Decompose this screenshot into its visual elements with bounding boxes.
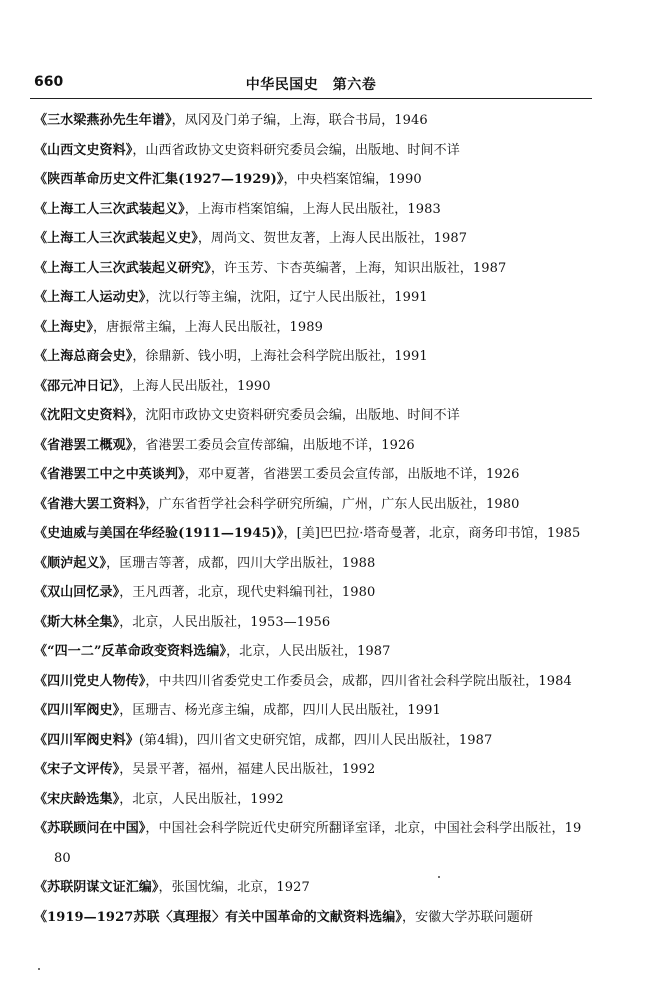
entry-title: 《史迪威与美国在华经验(1911—1945)》 [34, 526, 284, 541]
bibliography-entry [34, 283, 584, 313]
entry-title: 《1919—1927苏联〈真理报〉有关中国革命的文献资料选编》 [34, 909, 402, 925]
entry-title: 《山西文史资料》 [34, 142, 133, 158]
bibliography-entry [34, 106, 584, 136]
entry-details: ，许玉芳、卞杏英编著，上海，知识出版社，1987 [210, 260, 507, 276]
entry-details: ，[美]巴巴拉·塔奇曼著，北京，商务印书馆，1985 [283, 526, 581, 541]
bibliography-entry [34, 578, 584, 608]
bibliography-entry [34, 726, 584, 756]
entry-title: 《省港大罢工资料》 [34, 496, 146, 512]
running-title: 中华民国史 第六卷 [245, 77, 377, 93]
entry-details: ，张国忱编，北京，1927 [158, 880, 310, 895]
bibliography-entry [34, 431, 584, 461]
bibliography-entry [34, 195, 584, 225]
entry-details: ，王凡西著，北京，现代史料编刊社，1980 [119, 585, 376, 600]
entry-title: 《四川党史人物传》 [34, 673, 146, 689]
entry-title: 《四川军阀史》 [34, 703, 120, 718]
entry-details: ，上海人民出版社，1990 [119, 378, 271, 394]
page-number: 660 [34, 74, 64, 90]
entry-details: ，匡珊吉等著，成都，四川大学出版社，1988 [106, 555, 376, 571]
bibliography-entry [34, 313, 584, 343]
entry-title: 《上海工人三次武装起义史》 [34, 231, 198, 246]
entry-title: 《宋庆龄选集》 [34, 791, 120, 807]
entry-details: ，北京，人民出版社，1992 [119, 791, 284, 807]
entry-details: ，匡珊吉、杨光彦主编，成都，四川人民出版社，1991 [119, 703, 441, 718]
entry-details: ，北京，人民出版社，1953—1956 [119, 614, 331, 630]
bibliography-entry [34, 903, 584, 933]
entry-title: 《三水梁燕孙先生年谱》 [34, 113, 172, 128]
entry-details: ，周尚文、贺世友著，上海人民出版社，1987 [197, 231, 468, 246]
entry-details: ，山西省政协文史资料研究委员会编，出版地、时间不详 [132, 142, 460, 158]
entry-details: ，中共四川省委党史工作委员会，成都，四川省社会科学院出版社，1984 [145, 673, 572, 689]
entry-title: 《上海工人运动史》 [34, 290, 146, 305]
bibliography-entry [34, 490, 584, 520]
entry-title: 《陕西革命历史文件汇集(1927—1929)》 [34, 172, 284, 187]
bibliography-entry [34, 549, 584, 579]
entry-details: ，吴景平著，福州，福建人民出版社，1992 [119, 762, 376, 777]
bibliography-entry [34, 696, 584, 726]
entry-title: 《双山回忆录》 [34, 585, 120, 600]
bibliography-entry [34, 136, 584, 166]
entry-details: ，安徽大学苏联问题研 [401, 909, 533, 925]
page-header [30, 74, 592, 99]
entry-details: ，广东省哲学社会科学研究所编，广州，广东人民出版社，1980 [145, 496, 520, 512]
entry-title: 《省港罢工概观》 [34, 437, 133, 453]
bibliography-entry [34, 814, 584, 873]
entry-details: ，凤冈及门弟子编，上海，联合书局，1946 [171, 113, 428, 128]
bibliography-entry [34, 342, 584, 372]
entry-details: ，中央档案馆编，1990 [283, 172, 422, 187]
entry-details: ，沈以行等主编，沈阳，辽宁人民出版社，1991 [145, 290, 428, 305]
entry-title: 《上海史》 [34, 319, 94, 335]
entry-details: (第4辑)，四川省文史研究馆，成都，四川人民出版社，1987 [138, 732, 493, 748]
entry-title: 《苏联顾问在中国》 [34, 821, 146, 836]
bibliography-entry [34, 785, 584, 815]
entry-title: 《邵元冲日记》 [34, 378, 120, 394]
entry-title: 《上海总商会史》 [34, 349, 133, 364]
bibliography-entry [34, 224, 584, 254]
bibliography-entry [34, 254, 584, 284]
bibliography-entry [34, 873, 584, 903]
bibliography-entry [34, 608, 584, 638]
entry-title: 《苏联阴谋文证汇编》 [34, 880, 159, 895]
bibliography-entry [34, 401, 584, 431]
entry-title: 《上海工人三次武装起义研究》 [34, 260, 211, 276]
bibliography-entry [34, 460, 584, 490]
bibliography-entry [34, 165, 584, 195]
entry-title: 《顺泸起义》 [34, 555, 107, 571]
entry-details: ，省港罢工委员会宣传部编，出版地不详，1926 [132, 437, 415, 453]
print-speck [438, 876, 440, 878]
print-speck [38, 968, 40, 970]
entry-details: ，中国社会科学院近代史研究所翻译室译，北京，中国社会科学出版社，1980 [54, 821, 582, 866]
entry-details: ，徐鼎新、钱小明，上海社会科学院出版社，1991 [132, 349, 428, 364]
bibliography-entry [34, 755, 584, 785]
bibliography-entry [34, 637, 584, 667]
entry-details: ，唐振常主编，上海人民出版社，1989 [93, 319, 323, 335]
entry-title: 《沈阳文史资料》 [34, 408, 133, 423]
entry-title: 《上海工人三次武装起义》 [34, 201, 185, 217]
entry-title: 《“四一二”反革命政变资料选编》 [34, 644, 227, 659]
bibliography-entry [34, 372, 584, 402]
entry-title: 《省港罢工中之中英谈判》 [34, 467, 185, 482]
entry-title: 《宋子文评传》 [34, 762, 120, 777]
entry-details: ，沈阳市政协文史资料研究委员会编，出版地、时间不详 [132, 408, 460, 423]
bibliography-list [34, 106, 584, 932]
entry-details: ，上海市档案馆编，上海人民出版社，1983 [184, 201, 441, 217]
entry-title: 《四川军阀史料》 [34, 732, 139, 748]
bibliography-entry [34, 519, 584, 549]
entry-details: ，邓中夏著，省港罢工委员会宣传部，出版地不详，1926 [184, 467, 520, 482]
bibliography-entry [34, 667, 584, 697]
entry-title: 《斯大林全集》 [34, 614, 120, 630]
entry-details: ，北京，人民出版社，1987 [226, 644, 391, 659]
